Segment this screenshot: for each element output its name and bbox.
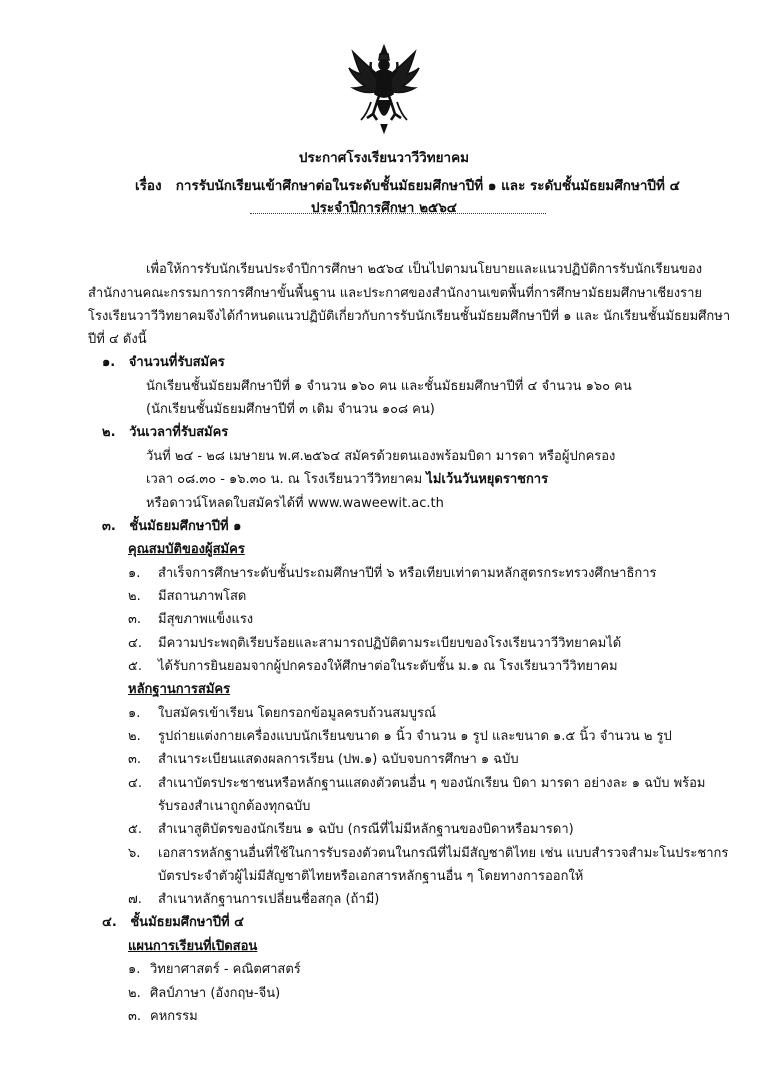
study-plan-item: ๒. ศิลป์ภาษา (อังกฤษ-จีน) <box>128 986 281 1001</box>
section-2-title: วันเวลาที่รับสมัคร <box>129 425 229 440</box>
section-1-number: ๑. <box>102 355 116 370</box>
section-2-line-2 <box>146 471 548 489</box>
evidence-heading: หลักฐานการสมัคร <box>128 682 231 697</box>
qualification-item: ๕. ได้รับการยินยอมจากผู้ปกครองให้ศึกษาต่อในระดับชั้น ม.๑ ณ โรงเรียนวาวีวิทยาคม <box>128 659 618 674</box>
subject-label: เรื่อง <box>135 178 162 194</box>
section-2-time-text: เวลา ๐๘.๓๐ - ๑๖.๓๐ น. ณ โรงเรียนวาวีวิทยาคม <box>146 472 427 487</box>
evidence-item: ๔. สำเนาบัตรประชาชนหรือหลักฐานแสดงตัวตนอื่น ๆ ของนักเรียน บิดา มารดา อย่างละ ๑ ฉบับ พร้อม <box>128 776 706 791</box>
section-4-heading <box>102 914 244 932</box>
section-4-number: ๔. <box>102 915 117 930</box>
evidence-item-continuation: บัตรประจำตัวผู้ไม่มีสัญชาติไทยหรือเอกสารหลักฐานอื่น ๆ โดยทางการออกให้ <box>158 869 584 884</box>
section-1-line-2: (นักเรียนชั้นมัธยมศึกษาปีที่ ๓ เดิม จำนวน ๑๐๘ คน) <box>146 402 435 417</box>
evidence-item: ๒. รูปถ่ายแต่งกายเครื่องแบบนักเรียนขนาด ๑ นิ้ว จำนวน ๑ รูป และขนาด ๑.๕ นิ้ว จำนวน ๒ รูป <box>128 729 672 744</box>
evidence-item: ๕. สำเนาสูติบัตรของนักเรียน ๑ ฉบับ (กรณีที่ไม่มีหลักฐานของบิดาหรือมารดา) <box>128 822 574 837</box>
intro-line-4: ปีที่ ๔ ดังนี้ <box>88 332 147 347</box>
intro-line-1: เพื่อให้การรับนักเรียนประจำปีการศึกษา ๒๕๖๔ เป็นไปตามนโยบายและแนวปฏิบัติการรับนักเรียนของ <box>146 262 703 277</box>
subject-line <box>135 174 680 196</box>
section-3-heading <box>102 518 241 536</box>
study-plan-item: ๑. วิทยาศาสตร์ - คณิตศาสตร์ <box>128 962 301 977</box>
announcement-title: ประกาศโรงเรียนวาวีวิทยาคม <box>298 150 470 166</box>
evidence-item: ๓. สำเนาระเบียนแสดงผลการเรียน (ปพ.๑) ฉบับจบการศึกษา ๑ ฉบับ <box>128 752 519 767</box>
qualification-item: ๒. มีสถานภาพโสด <box>128 589 247 604</box>
subject-text: การรับนักเรียนเข้าศึกษาต่อในระดับชั้นมัธยมศึกษาปีที่ ๑ และ ระดับชั้นมัธยมศึกษาปีที่ ๔ <box>175 178 680 194</box>
study-plan-item: ๓. คหกรรม <box>128 1009 198 1024</box>
section-2-number: ๒. <box>102 425 116 440</box>
intro-line-3: โรงเรียนวาวีวิทยาคมจึงได้กำหนดแนวปฏิบัติเกี่ยวกับการรับนักเรียนชั้นมัธยมศึกษาปีที่ ๑ และ นักเรียนชั้นมัธยมศึกษา <box>88 309 731 324</box>
study-plans-heading: แผนการเรียนที่เปิดสอน <box>128 939 258 954</box>
qualifications-heading: คุณสมบัติของผู้สมัคร <box>128 542 245 557</box>
academic-year-line: ประจำปีการศึกษา ๒๕๖๔ <box>311 200 457 216</box>
section-2-download-line: หรือดาวน์โหลดใบสมัครได้ที่ www.waweewit.ac.th <box>146 496 444 511</box>
section-4-title: ชั้นมัธยมศึกษาปีที่ ๔ <box>130 915 244 930</box>
garuda-emblem-icon <box>347 44 421 134</box>
section-2-heading <box>102 424 228 442</box>
evidence-item-continuation: รับรองสำเนาถูกต้องทุกฉบับ <box>158 799 311 814</box>
qualification-item: ๓. มีสุขภาพแข็งแรง <box>128 612 254 627</box>
section-1-title: จำนวนที่รับสมัคร <box>128 355 225 370</box>
section-1-line-1: นักเรียนชั้นมัธยมศึกษาปีที่ ๑ จำนวน ๑๖๐ คน และชั้นมัธยมศึกษาปีที่ ๔ จำนวน ๑๖๐ คน <box>146 379 632 394</box>
dotted-divider <box>250 213 546 214</box>
section-2-line-1: วันที่ ๒๔ - ๒๘ เมษายน พ.ศ.๒๕๖๔ สมัครด้วยตนเองพร้อมบิดา มารดา หรือผู้ปกครอง <box>146 449 616 464</box>
evidence-item: ๑. ใบสมัครเข้าเรียน โดยกรอกข้อมูลครบถ้วนสมบูรณ์ <box>128 706 437 721</box>
section-1-heading <box>102 354 225 372</box>
evidence-item: ๖. เอกสารหลักฐานอื่นที่ใช้ในการรับรองตัวตนในกรณีที่ไม่มีสัญชาติไทย เช่น แบบสำรวจสำมะโนประชากร <box>128 846 729 861</box>
evidence-item: ๗. สำเนาหลักฐานการเปลี่ยนชื่อสกุล (ถ้ามี) <box>128 892 380 907</box>
section-2-no-holiday-note: ไม่เว้นวันหยุดราชการ <box>426 472 549 487</box>
section-3-number: ๓. <box>102 519 116 534</box>
qualification-item: ๔. มีความประพฤติเรียบร้อยและสามารถปฏิบัติตามระเบียบของโรงเรียนวาวีวิทยาคมได้ <box>128 636 622 651</box>
section-3-title: ชั้นมัธยมศึกษาปีที่ ๑ <box>129 519 242 534</box>
intro-line-2: สำนักงานคณะกรรมการการศึกษาขั้นพื้นฐาน และประกาศของสำนักงานเขตพื้นที่การศึกษามัธยมศึกษาเชียงราย <box>88 286 702 301</box>
qualification-item: ๑. สำเร็จการศึกษาระดับชั้นประถมศึกษาปีที่ ๖ หรือเทียบเท่าตามหลักสูตรกระทรวงศึกษาธิการ <box>128 566 657 581</box>
